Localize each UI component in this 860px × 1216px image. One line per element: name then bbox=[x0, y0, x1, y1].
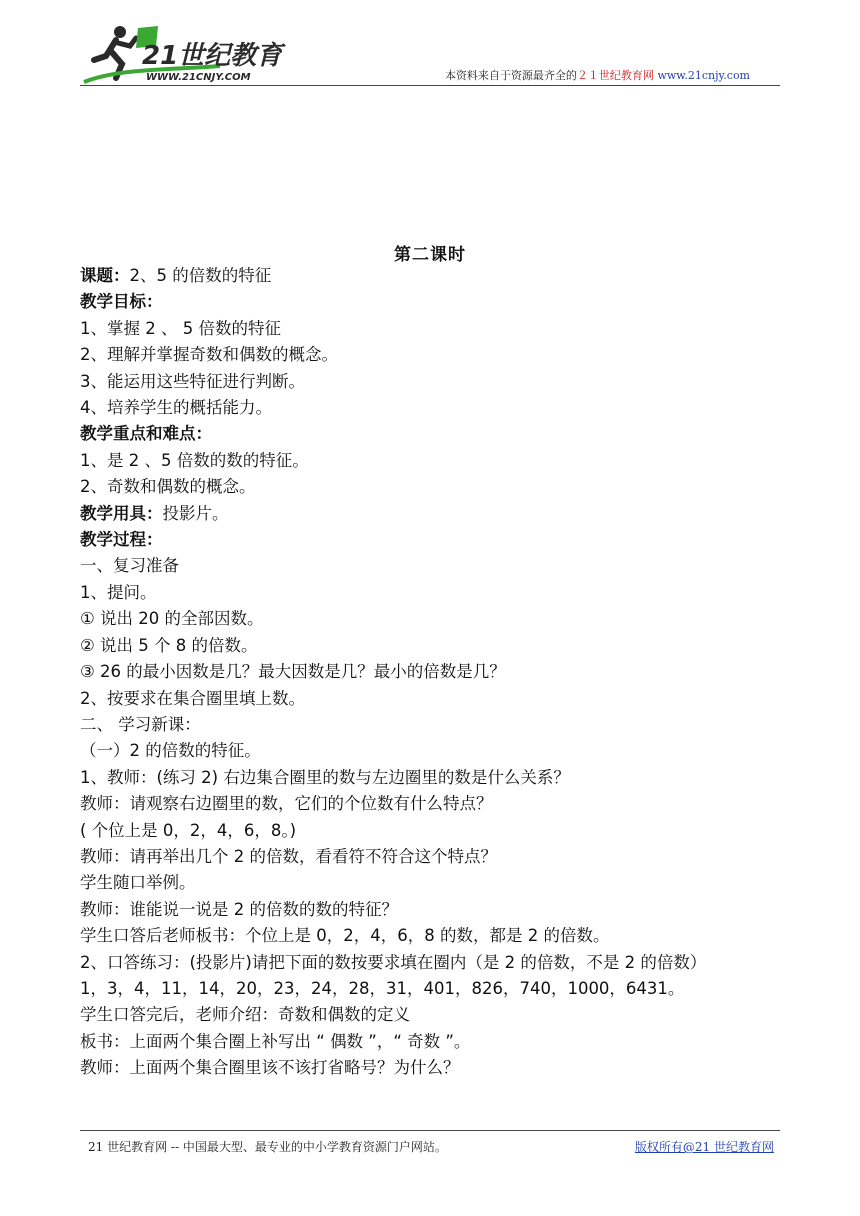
header-divider bbox=[80, 85, 780, 86]
site-logo[interactable] bbox=[80, 20, 290, 86]
body-line bbox=[80, 289, 785, 315]
line-label: 课题： bbox=[80, 266, 130, 285]
body-line bbox=[80, 659, 785, 685]
body-line bbox=[80, 633, 785, 659]
line-text: 学生口答完后，老师介绍：奇数和偶数的定义 bbox=[80, 1005, 410, 1025]
line-text: 二、 学习新课： bbox=[80, 714, 201, 734]
line-label: 教学用具： bbox=[80, 503, 163, 523]
line-text: 2、5 的倍数的特征 bbox=[129, 266, 272, 285]
header-note-prefix: 本资料来自于资源最齐全的 bbox=[444, 69, 577, 82]
body-line bbox=[80, 448, 785, 474]
line-text: 2、口答练习：(投影片)请把下面的数按要求填在圈内（是 2 的倍数，不是 2 的倍数） bbox=[80, 952, 707, 972]
body-line bbox=[80, 474, 785, 500]
body-line bbox=[80, 580, 785, 606]
line-label: 教学过程： bbox=[80, 530, 163, 550]
body-line bbox=[80, 1055, 785, 1081]
footer-copyright-link[interactable]: 版权所有@21 世纪教育网 bbox=[634, 1140, 774, 1154]
body-line bbox=[80, 870, 785, 896]
line-text: 2、按要求在集合圈里填上数。 bbox=[80, 688, 305, 708]
lesson-body bbox=[80, 263, 785, 1082]
line-text: 1、提问。 bbox=[80, 582, 157, 602]
body-line bbox=[80, 950, 785, 976]
body-line bbox=[80, 844, 785, 870]
body-line bbox=[80, 976, 785, 1002]
body-line bbox=[80, 923, 785, 949]
footer-divider bbox=[80, 1130, 780, 1131]
footer-site-text: 21 世纪教育网 -- 中国最大型、最专业的中小学教育资源门户网站。 bbox=[88, 1140, 447, 1154]
line-text: ( 个位上是 0，2，4，6，8。) bbox=[80, 820, 297, 840]
line-text: 1、教师：(练习 2) 右边集合圈里的数与左边圈里的数是什么关系？ bbox=[80, 767, 570, 787]
body-line bbox=[80, 712, 785, 738]
line-text: 4、培养学生的概括能力。 bbox=[80, 398, 272, 418]
line-text: 学生口答后老师板书：个位上是 0，2，4，6，8 的数，都是 2 的倍数。 bbox=[80, 926, 610, 946]
line-text: 1，3，4，11，14，20，23，24，28，31，401，826，740，1000，6431。 bbox=[80, 978, 685, 998]
page-header bbox=[80, 20, 780, 88]
line-text: ① 说出 20 的全部因数。 bbox=[80, 609, 264, 629]
body-line bbox=[80, 369, 785, 395]
body-line bbox=[80, 738, 785, 764]
body-line bbox=[80, 606, 785, 632]
line-text: 投影片。 bbox=[162, 503, 229, 523]
line-text: 学生随口举例。 bbox=[80, 873, 196, 893]
lesson-title: 第二课时 bbox=[394, 245, 466, 265]
body-line bbox=[80, 818, 785, 844]
line-text: ③ 26 的最小因数是几？最大因数是几？最小的倍数是几？ bbox=[80, 662, 506, 682]
line-text: 2、奇数和偶数的概念。 bbox=[80, 477, 256, 497]
line-text: 教师：请再举出几个 2 的倍数，看看符不符合这个特点？ bbox=[80, 846, 497, 866]
body-line bbox=[80, 263, 785, 289]
body-line bbox=[80, 1029, 785, 1055]
body-line bbox=[80, 342, 785, 368]
header-note-url[interactable]: www.21cnjy.com bbox=[657, 69, 750, 82]
line-text: 教师：请观察右边圈里的数，它们的个位数有什么特点？ bbox=[80, 794, 493, 814]
logo-url: WWW.21CNJY.COM bbox=[146, 72, 251, 83]
body-line bbox=[80, 316, 785, 342]
line-text: 教师：上面两个集合圈里该不该打省略号？为什么？ bbox=[80, 1058, 460, 1078]
line-text: 3、能运用这些特征进行判断。 bbox=[80, 371, 305, 391]
line-text: （一）2 的倍数的特征。 bbox=[80, 741, 261, 761]
header-note-site[interactable]: ２１世纪教育网 bbox=[576, 69, 654, 82]
body-line bbox=[80, 765, 785, 791]
body-line bbox=[80, 897, 785, 923]
body-line bbox=[80, 421, 785, 447]
body-line bbox=[80, 791, 785, 817]
line-text: 1、掌握 2 、 5 倍数的特征 bbox=[80, 318, 281, 338]
line-text: 教师：谁能说一说是 2 的倍数的数的特征？ bbox=[80, 899, 398, 919]
line-label: 教学目标： bbox=[80, 292, 163, 312]
logo-text: 21世纪教育 bbox=[142, 41, 283, 71]
line-text: 2、理解并掌握奇数和偶数的概念。 bbox=[80, 345, 338, 365]
body-line bbox=[80, 686, 785, 712]
header-source-note bbox=[445, 67, 750, 83]
body-line bbox=[80, 1002, 785, 1028]
line-text: 一、复习准备 bbox=[80, 556, 179, 576]
line-label: 教学重点和难点： bbox=[80, 424, 212, 444]
body-line bbox=[80, 395, 785, 421]
body-line bbox=[80, 527, 785, 553]
line-text: ② 说出 5 个 8 的倍数。 bbox=[80, 635, 258, 655]
line-text: 板书：上面两个集合圈上补写出 “ 偶数 ”，“ 奇数 ”。 bbox=[80, 1031, 471, 1051]
body-line bbox=[80, 553, 785, 579]
body-line bbox=[80, 501, 785, 527]
line-text: 1、是 2 、5 倍数的数的特征。 bbox=[80, 450, 309, 470]
